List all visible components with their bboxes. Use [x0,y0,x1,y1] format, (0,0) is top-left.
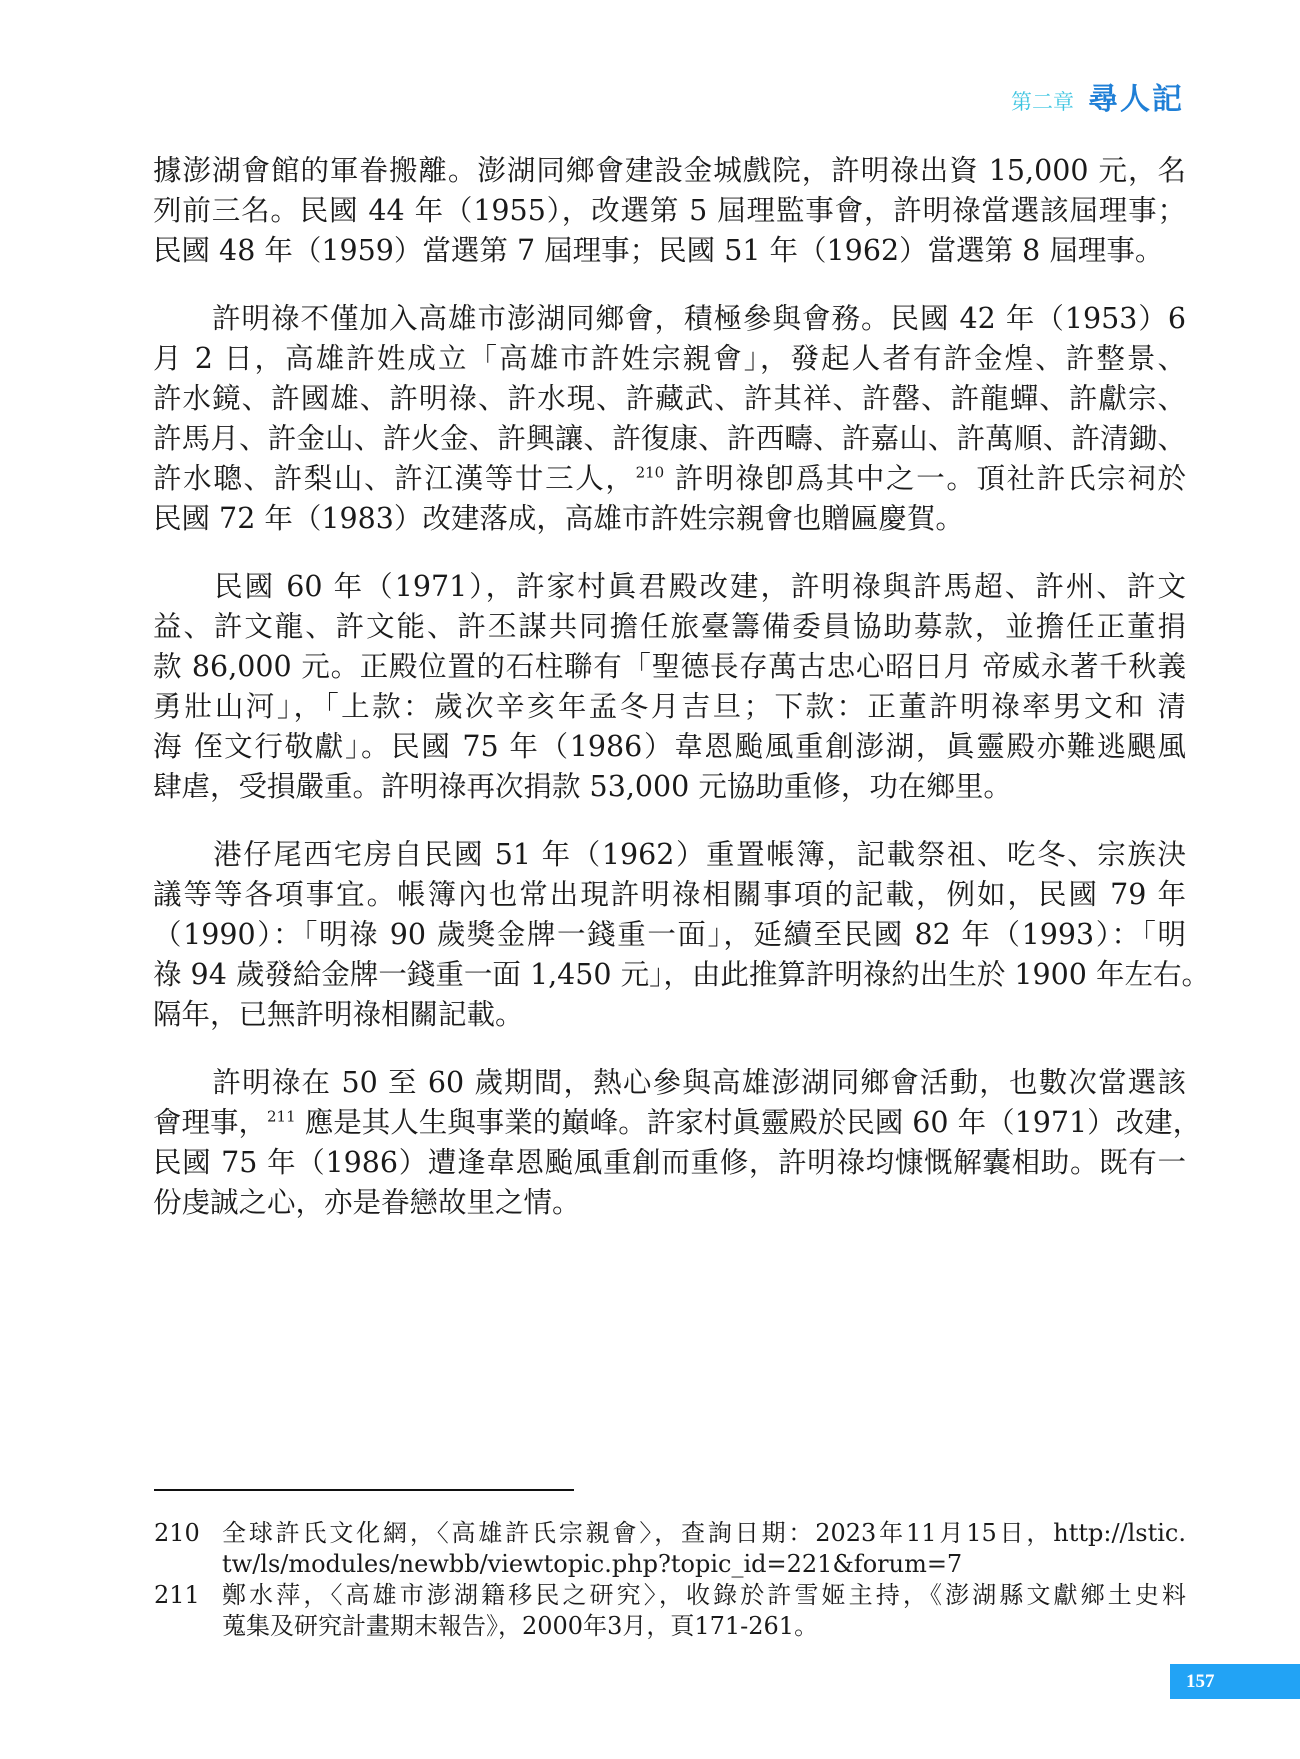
chapter-title: 尋人記 [1088,82,1184,117]
line-text: 許水聰、許梨山、許江漢等廿三人， [153,462,636,495]
line-text: 許明祿不僅加入高雄市澎湖同鄉會，積極參與會務。民國 42 年（1953）6 [153,302,1186,335]
footnote-ref: 211 [267,1107,296,1126]
paragraph [153,151,1186,271]
chapter-label: 第二章 [1011,90,1074,114]
page-number: 157 [1170,1664,1300,1699]
paragraph [153,1063,1202,1223]
paragraph [153,567,1186,807]
footnote-text [222,1518,1186,1580]
line-text: 海 侄文行敬獻」。民國 75 年（1986）韋恩颱風重創澎湖，眞靈殿亦難逃颶風 [153,730,1186,763]
footnote-line: 鄭水萍，〈高雄市澎湖籍移民之研究〉，收錄於許雪姬主持，《澎湖縣文獻鄉土史料 [222,1581,1186,1609]
footnote-text [222,1580,1186,1642]
text-line [153,567,1186,607]
text-line [153,379,1186,419]
footnote-number: 211 [154,1581,200,1609]
line-text: 益、許文龍、許文能、許丕謀共同擔任旅臺籌備委員協助募款，並擔任正董捐 [153,610,1186,643]
line-text: 隔年，已無許明祿相關記載。 [153,998,524,1031]
line-text: （1990）：「明祿 90 歲獎金牌一錢重一面」，延續至民國 82 年（1993）：「明 [153,918,1186,951]
line-text: 港仔尾西宅房自民國 51 年（1962）重置帳簿，記載祭祖、吃冬、宗族決 [153,838,1186,871]
text-line [153,995,1186,1035]
line-text: 肆虐，受損嚴重。許明祿再次捐款 53,000 元協助重修，功在鄉里。 [153,770,1012,803]
line-text: 列前三名。民國 44 年（1955），改選第 5 屆理監事會，許明祿當選該屆理事； [153,194,1186,227]
text-line [153,835,1186,875]
line-text: 款 86,000 元。正殿位置的石柱聯有「聖德長存萬古忠心昭日月 帝威永著千秋義 [153,650,1186,683]
footnote [154,1580,1186,1642]
line-text: 許馬月、許金山、許火金、許興讓、許復康、許西疇、許嘉山、許萬順、許清鋤、 [153,422,1186,455]
body-text [153,151,1210,1251]
footnotes [154,1518,1186,1642]
line-text: 勇壯山河」，「上款：歲次辛亥年孟冬月吉旦；下款：正董許明祿率男文和 清 [153,690,1186,723]
paragraph [153,299,1186,539]
text-line [153,339,1186,379]
line-text: 民國 75 年（1986）遭逢韋恩颱風重創而重修，許明祿均慷慨解囊相助。既有一 [153,1146,1186,1179]
footnote-number: 210 [154,1519,200,1547]
footnote-line: 全球許氏文化網，〈高雄許氏宗親會〉，查詢日期：2023年11月15日，http://lstic. [222,1519,1186,1547]
text-line [153,727,1186,767]
text-line [153,687,1186,727]
line-text: 份虔誠之心，亦是眷戀故里之情。 [153,1186,581,1219]
text-line [153,767,1186,807]
text-line [153,955,1210,995]
line-text: 應是其人生與事業的巔峰。許家村眞靈殿於民國 60 年（1971）改建， [295,1106,1202,1139]
text-line [153,915,1186,955]
running-header [1011,74,1184,118]
line-text: 許明祿卽爲其中之一。頂社許氏宗祠於 [664,462,1186,495]
line-text: 據澎湖會館的軍眷搬離。澎湖同鄉會建設金城戲院，許明祿出資 15,000 元，名 [153,154,1186,187]
text-line [153,875,1186,915]
paragraph [153,835,1210,1035]
text-line [153,299,1186,339]
line-text: 民國 60 年（1971），許家村眞君殿改建，許明祿與許馬超、許州、許文 [153,570,1186,603]
text-line [153,151,1186,191]
line-text: 會理事， [153,1106,268,1139]
line-text: 民國 72 年（1983）改建落成，高雄市許姓宗親會也贈匾慶賀。 [153,502,964,535]
text-line [153,459,1186,499]
text-line [153,231,1186,271]
text-line [153,191,1186,231]
line-text: 月 2 日，高雄許姓成立「高雄市許姓宗親會」，發起人者有許金煌、許整景、 [153,342,1186,375]
line-text: 許水鏡、許國雄、許明祿、許水現、許藏武、許其祥、許罄、許龍蟬、許獻宗、 [153,382,1186,415]
line-text: 民國 48 年（1959）當選第 7 屆理事；民國 51 年（1962）當選第 8 屆理事。 [153,234,1164,267]
footnote-line: tw/ls/modules/newbb/viewtopic.php?topic_id=221&forum=7 [222,1550,963,1578]
text-line [153,1063,1186,1103]
line-text: 許明祿在 50 至 60 歲期間，熱心參與高雄澎湖同鄉會活動，也數次當選該 [153,1066,1186,1099]
text-line [153,607,1186,647]
line-text: 議等等各項事宜。帳簿內也常出現許明祿相關事項的記載，例如，民國 79 年 [153,878,1186,911]
footnote-ref: 210 [635,463,665,482]
text-line [153,499,1186,539]
text-line [153,1143,1186,1183]
footnote [154,1518,1186,1580]
text-line [153,647,1186,687]
text-line [153,419,1186,459]
text-line [153,1103,1202,1143]
footnote-line: 蒐集及研究計畫期末報告》，2000年3月，頁171-261。 [222,1612,819,1640]
footnote-divider [154,1489,574,1491]
text-line [153,1183,1186,1223]
line-text: 祿 94 歲發給金牌一錢重一面 1,450 元」，由此推算許明祿約出生於 1900 年左右。 [153,958,1210,991]
